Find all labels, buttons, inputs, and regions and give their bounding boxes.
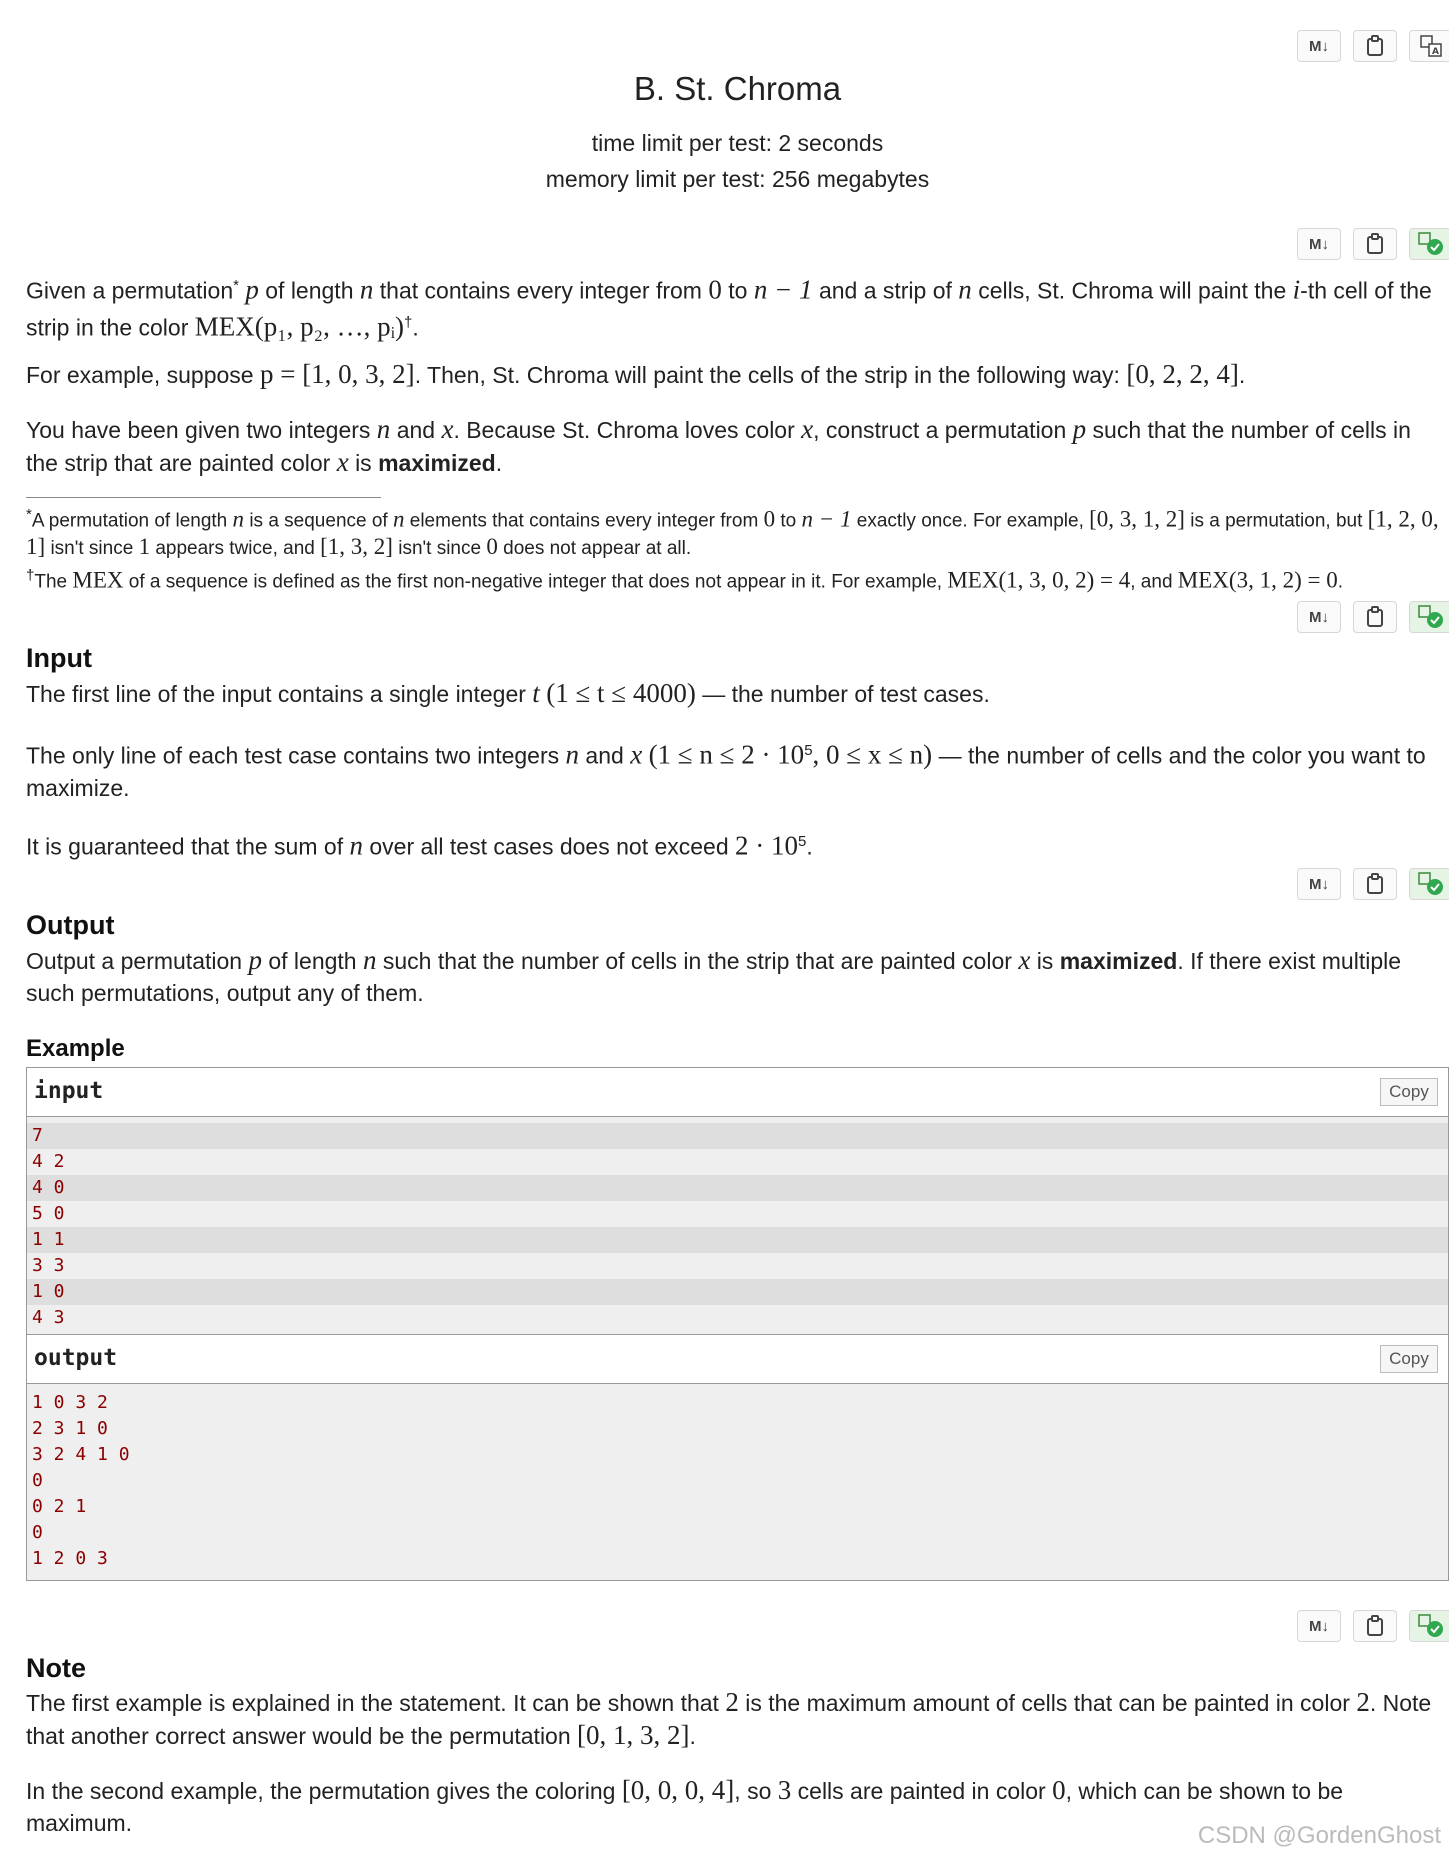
- translate-done-button[interactable]: [1409, 1610, 1449, 1642]
- footnote-dagger: †: [403, 313, 413, 331]
- output-heading: Output: [26, 910, 115, 940]
- markdown-button[interactable]: M↓: [1297, 868, 1341, 900]
- code-line: 4 0: [27, 1175, 1448, 1201]
- text: and: [396, 417, 436, 443]
- text: cells are painted in color: [797, 1778, 1046, 1804]
- math-mex-ex1: MEX(1, 3, 0, 2) = 4: [947, 567, 1131, 593]
- example-output-box: [26, 1334, 1449, 1581]
- math-p-example: p = [1, 0, 3, 2]: [259, 359, 415, 389]
- text: and a strip of: [818, 277, 952, 304]
- input-line-3: It is guaranteed that the sum of n over all test cases does not exceed $2 \cdot 10^5$.: [26, 830, 813, 861]
- copy-section-button[interactable]: [1353, 1610, 1397, 1642]
- code-line: 1 0: [27, 1279, 1448, 1305]
- math-one: 1: [138, 534, 151, 560]
- example-output-label: output: [34, 1345, 118, 1371]
- math-x: x: [630, 739, 643, 770]
- text: to: [728, 277, 748, 304]
- footnote-star: *: [26, 506, 32, 523]
- math-zero: 0: [763, 506, 776, 532]
- text: , construct a permutation: [813, 417, 1067, 443]
- math-n: n: [349, 830, 363, 861]
- math-x: x: [801, 414, 814, 444]
- text: A permutation of length: [31, 510, 228, 532]
- markdown-button[interactable]: M↓: [1297, 601, 1341, 633]
- math-n: n: [376, 414, 391, 444]
- example-output-header: [27, 1335, 1448, 1384]
- math-alt-perm: [0, 1, 3, 2]: [577, 1720, 690, 1750]
- translate-check-icon: [1418, 232, 1444, 256]
- translate-done-button[interactable]: [1409, 601, 1449, 633]
- svg-text:A: A: [1432, 47, 1439, 57]
- note-line-2: [26, 1774, 1396, 1839]
- text: such that the number of cells in the strip that are painted color: [26, 417, 1411, 476]
- math-coloring: [0, 0, 0, 4]: [621, 1775, 735, 1805]
- code-line: 5 0: [32, 1203, 65, 1224]
- markdown-button[interactable]: M↓: [1297, 1610, 1341, 1642]
- math-p: p: [245, 274, 259, 305]
- example-input-box: [26, 1067, 1449, 1340]
- text: . If there exist multiple such permutations, output any of them.: [26, 948, 1402, 1006]
- problem-title: B. St. Chroma: [633, 70, 842, 107]
- text: You have been given two integers: [26, 417, 371, 443]
- translate-done-button[interactable]: [1409, 228, 1449, 260]
- footnote-1: [26, 502, 1441, 562]
- math-x: x: [336, 447, 349, 477]
- text: is a sequence of: [249, 510, 388, 532]
- text: of length: [268, 948, 357, 974]
- text: is: [355, 450, 372, 476]
- math-nx-range-end: , 0 ≤ x ≤ n): [812, 739, 933, 770]
- code-line: 1 0 3 2: [32, 1392, 108, 1413]
- math-zero: 0: [486, 534, 498, 560]
- math-mex-ex2: MEX(3, 1, 2) = 0: [1177, 567, 1338, 593]
- text: is a permutation, but: [1190, 510, 1363, 532]
- text: Given a permutation: [26, 277, 234, 304]
- text: that contains every integer from: [379, 277, 702, 304]
- math-exponent: 5: [798, 833, 807, 850]
- input-line-2: [26, 735, 1436, 804]
- example-output-code[interactable]: [27, 1384, 1448, 1580]
- text: appears twice, and: [155, 538, 315, 560]
- markdown-button[interactable]: M↓: [1297, 30, 1341, 62]
- math-n: n: [565, 739, 580, 770]
- copy-output-button[interactable]: Copy: [1380, 1345, 1438, 1373]
- input-line-1: [26, 677, 1436, 710]
- text: isn't since: [398, 538, 482, 560]
- translate-icon: [1420, 35, 1442, 57]
- text: does not appear at all.: [503, 538, 692, 560]
- code-line: 7: [27, 1123, 1448, 1149]
- note-heading: Note: [26, 1653, 86, 1683]
- text: elements that contains every integer from: [409, 510, 759, 532]
- footnote-star: *: [233, 277, 239, 294]
- math-n-minus-1: n − 1: [801, 506, 852, 532]
- note-line-1: The first example is explained in the statement. It can be shown that 2 is the maximum amount of cells that can be painted in color 2. Note that another correct answer would be the permutation [0, 1, 3, 2].: [26, 1687, 1432, 1750]
- example-input-label: input: [34, 1078, 104, 1104]
- math-n: n: [958, 274, 972, 305]
- math-x: x: [441, 414, 454, 444]
- code-line: 1 1: [27, 1227, 1448, 1253]
- math-n: n: [232, 506, 245, 532]
- math-t-range: (1 ≤ t ≤ 4000): [546, 678, 696, 708]
- math-n: n: [363, 945, 377, 975]
- memory-limit: memory limit per test: 256 megabytes: [545, 166, 930, 192]
- math-strip-example: [0, 2, 2, 4]: [1126, 359, 1239, 389]
- code-line: 2 3 1 0: [32, 1418, 108, 1439]
- text: is the maximum amount of cells that can be painted in color: [745, 1690, 1350, 1716]
- translate-check-icon: [1418, 1614, 1444, 1638]
- math-perm-bad2: [1, 3, 2]: [320, 534, 393, 560]
- text: , and: [1130, 571, 1173, 593]
- text: , which can be shown to be maximum.: [26, 1778, 1344, 1836]
- math-t: t: [532, 678, 540, 708]
- math-nx-range: (1 ≤ n ≤ 2 · 10: [648, 739, 805, 770]
- code-line: 0 2 1: [32, 1496, 87, 1517]
- math-two: 2: [1356, 1687, 1370, 1717]
- text: , so: [734, 1778, 772, 1804]
- copy-section-button[interactable]: [1353, 601, 1397, 633]
- footnote-dagger: †: [26, 567, 35, 584]
- text: over all test cases does not exceed: [369, 833, 729, 860]
- text: such that the number of cells in the strip that are painted color: [382, 948, 1012, 974]
- footnote-divider: [26, 497, 381, 498]
- statement-toolbar: [1297, 228, 1449, 260]
- copy-statement-button[interactable]: [1353, 228, 1397, 260]
- input-heading: Input: [26, 643, 92, 673]
- clipboard-icon: [1366, 1615, 1384, 1637]
- example-input-code[interactable]: [27, 1117, 1448, 1339]
- code-line: 0: [32, 1522, 43, 1543]
- code-line: 3 3: [32, 1255, 65, 1276]
- statement-paragraph-1: Given a permutation* p of length n that contains every integer from 0 to n − 1 and a strip of n cells, St. Chroma will paint the i-th cell of the strip in the color MEX(p₁, p₂, …, pᵢ)†.: [26, 274, 1432, 342]
- output-line-1: [26, 944, 1436, 1009]
- text: exactly once. For example,: [856, 510, 1084, 532]
- input-toolbar: [1297, 601, 1449, 633]
- text: isn't since: [50, 538, 134, 560]
- text: of length: [265, 277, 354, 304]
- text: The: [34, 571, 68, 593]
- header-toolbar: [1297, 30, 1449, 62]
- footnote-2: †The MEX of a sequence is defined as the first non-negative integer that does not appear in it. For example, MEX(1, 3, 0, 2) = 4, and MEX(3, 1, 2) = 0.: [26, 567, 1343, 593]
- math-n-minus-1: n − 1: [753, 274, 813, 305]
- time-limit: time limit per test: 2 seconds: [591, 130, 884, 156]
- text: of a sequence is defined as the first non-negative integer that does not appear in it. For example,: [128, 571, 943, 593]
- output-toolbar: [1297, 868, 1449, 900]
- text: . Then, St. Chroma will paint the cells of the strip in the following way:: [414, 362, 1120, 388]
- text: — the number of cells and the color you want to maximize.: [26, 742, 1426, 801]
- math-perm-ok: [0, 3, 1, 2]: [1089, 506, 1185, 532]
- code-line: 4 2: [32, 1151, 65, 1172]
- text: -th cell of the strip in the color: [26, 277, 1432, 341]
- translate-check-icon: [1418, 605, 1444, 629]
- markdown-button[interactable]: M↓: [1297, 228, 1341, 260]
- statement-paragraph-2: For example, suppose p = [1, 0, 3, 2]. Then, St. Chroma will paint the cells of the strip in the following way: [0, 2, 2, 4].: [26, 359, 1246, 389]
- text: — the number of test cases.: [702, 681, 990, 707]
- math-p: p: [1072, 414, 1087, 444]
- text: Output a permutation: [26, 948, 243, 974]
- code-line: 4 3: [32, 1307, 65, 1328]
- watermark: CSDN @GordenGhost: [1197, 1822, 1441, 1849]
- clipboard-icon: [1366, 35, 1384, 57]
- text: The first line of the input contains a single integer: [26, 681, 526, 707]
- math-i: i: [1292, 274, 1301, 305]
- code-line: 0: [32, 1470, 43, 1491]
- copy-input-button[interactable]: Copy: [1380, 1078, 1438, 1106]
- example-heading: Example: [26, 1035, 125, 1062]
- math-mex-expr: MEX(p₁, p₂, …, pᵢ): [194, 311, 404, 342]
- math-three: 3: [777, 1775, 792, 1805]
- math-p: p: [248, 945, 262, 975]
- text: In the second example, the permutation gives the coloring: [26, 1778, 616, 1804]
- clipboard-icon: [1366, 233, 1384, 255]
- math-sum-limit: 2 · 10: [735, 830, 799, 861]
- note-toolbar: [1297, 1610, 1449, 1642]
- text: It is guaranteed that the sum of: [26, 833, 344, 860]
- bold-text: maximized: [378, 450, 496, 476]
- code-line: 3 2 4 1 0: [32, 1444, 130, 1465]
- text: . Note that another correct answer would be the permutation: [26, 1690, 1432, 1749]
- translate-button[interactable]: [1409, 30, 1449, 62]
- math-zero: 0: [1052, 1775, 1066, 1805]
- copy-section-button[interactable]: [1353, 868, 1397, 900]
- math-zero: 0: [708, 274, 722, 305]
- math-x: x: [1018, 945, 1031, 975]
- text: For example, suppose: [26, 362, 254, 388]
- math-perm-bad1: [1, 2, 0, 1]: [26, 506, 1439, 560]
- math-exponent: 5: [804, 742, 813, 759]
- math-n: n: [359, 274, 374, 305]
- text: The only line of each test case contains two integers: [26, 742, 560, 769]
- math-n: n: [392, 506, 405, 532]
- example-input-header: [27, 1068, 1448, 1117]
- text: to: [780, 510, 797, 532]
- text: is: [1036, 948, 1054, 974]
- text: cells, St. Chroma will paint the: [978, 277, 1287, 304]
- text: and: [585, 742, 624, 769]
- statement-paragraph-3: You have been given two integers n and x. Because St. Chroma loves color x, construct a permutation p such that the number of cells in the strip that are painted color x is maximized.: [26, 414, 1411, 477]
- copy-statement-button[interactable]: [1353, 30, 1397, 62]
- math-mex: MEX: [72, 567, 124, 593]
- text: The first example is explained in the statement. It can be shown that: [26, 1690, 719, 1716]
- math-two: 2: [725, 1687, 739, 1717]
- clipboard-icon: [1366, 606, 1384, 628]
- clipboard-icon: [1366, 873, 1384, 895]
- text: . Because St. Chroma loves color: [453, 417, 795, 443]
- bold-text: maximized: [1059, 948, 1178, 974]
- translate-check-icon: [1418, 872, 1444, 896]
- code-line: 1 2 0 3: [32, 1548, 108, 1569]
- translate-done-button[interactable]: [1409, 868, 1449, 900]
